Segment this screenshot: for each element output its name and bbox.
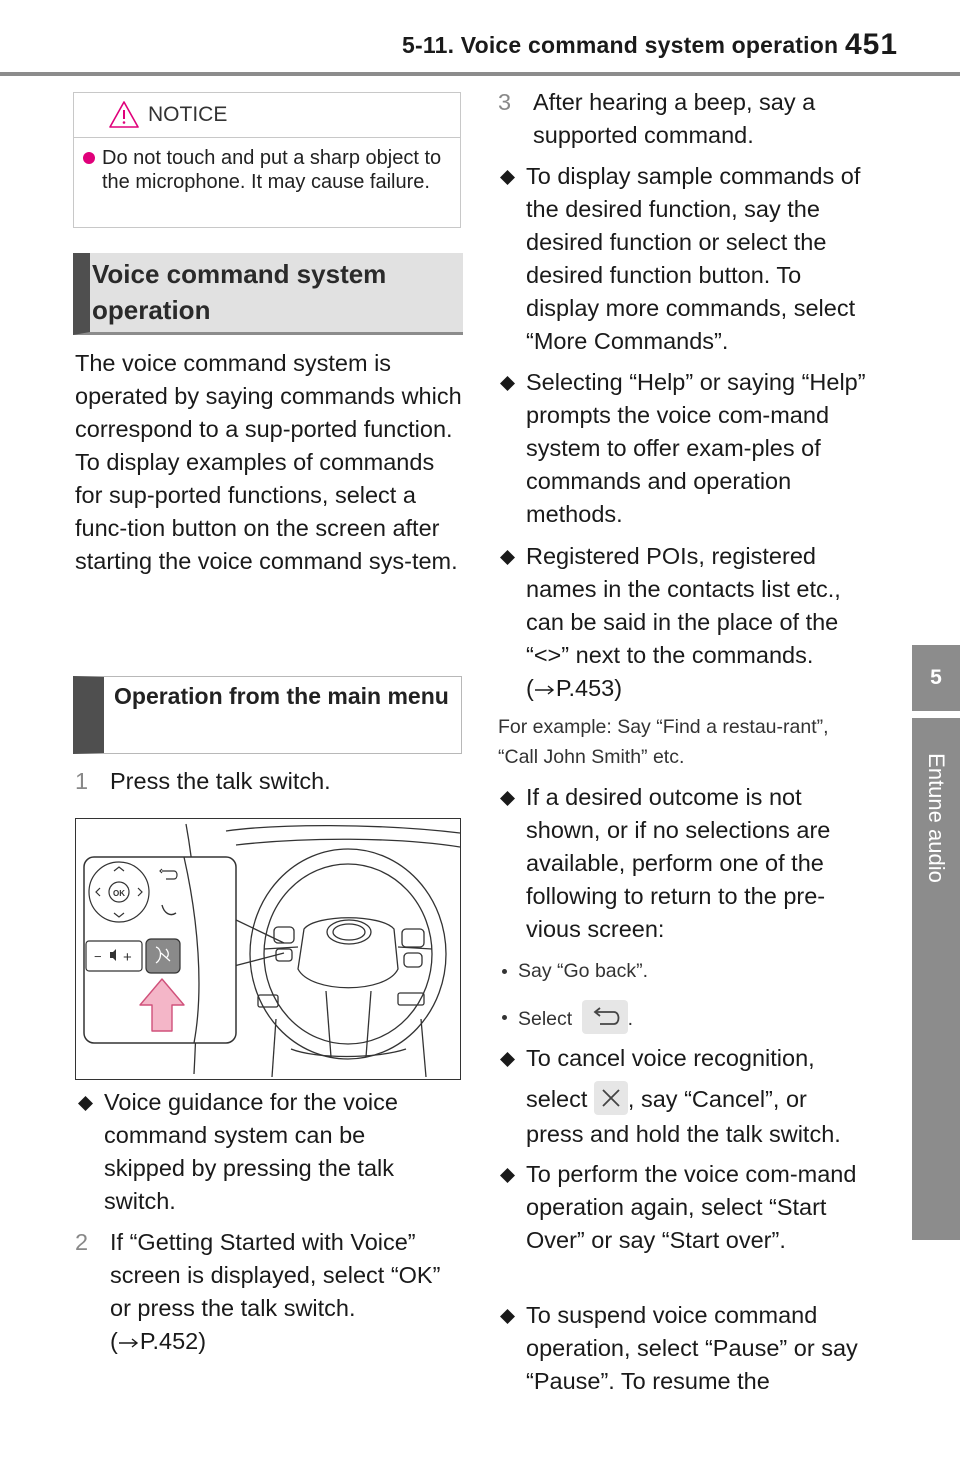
page-reference: P.452	[139, 1328, 199, 1354]
diamond-bullet	[78, 1096, 93, 1111]
bullet-sample-commands	[500, 160, 880, 360]
chapter-number-tab	[912, 645, 960, 711]
notice-box	[73, 92, 461, 228]
plus-label: +	[123, 949, 132, 966]
step-text: After hearing a beep, say a supported command.	[533, 89, 816, 148]
step-3	[498, 86, 878, 154]
arrow-right-icon	[118, 1337, 140, 1349]
bullet-text: To suspend voice command operation, select “Pause” or say “Pause”. To resume the	[526, 1302, 858, 1394]
diamond-bullet	[500, 1168, 515, 1183]
bullet-text: Selecting “Help” or saying “Help” prompts the voice com-mand system to offer exam-ples of commands and operation methods.	[526, 369, 866, 527]
bullet-help	[500, 366, 885, 534]
dot-bullet	[502, 969, 507, 974]
step-number: 2	[75, 1229, 89, 1255]
back-arrow-icon	[582, 1000, 628, 1034]
bullet-text: Registered POIs, registered names in the contacts list etc., can be said in the place of the “<>” next to the commands.	[526, 543, 841, 668]
subsection-heading	[73, 676, 462, 754]
page-number: 451	[845, 28, 899, 61]
bullet-text: Voice guidance for the voice command system can be skipped by pressing the talk switch.	[104, 1089, 398, 1214]
diamond-bullet	[500, 791, 515, 806]
subsection-heading-text: Operation from the main menu	[114, 683, 449, 709]
cancel-line-1: To cancel voice recognition,	[526, 1045, 815, 1071]
bullet-start-over	[500, 1158, 885, 1294]
steering-wheel-illustration	[75, 818, 461, 1080]
cancel-rest: , say “Cancel”, or	[627, 1086, 807, 1112]
section-heading-text: Voice command system operation	[92, 259, 387, 325]
bullet-cancel	[500, 1042, 885, 1152]
cancel-select-word: select	[526, 1086, 588, 1112]
notice-label: NOTICE	[148, 103, 228, 126]
sub-bullet-text: Select	[518, 1008, 573, 1031]
step-text: If “Getting Started with Voice” screen is displayed, select “OK” or press the talk switch.	[110, 1229, 441, 1321]
chapter-name-wrap	[912, 718, 960, 918]
step-1	[75, 765, 455, 799]
diamond-bullet	[500, 1052, 515, 1067]
section-heading	[73, 253, 463, 335]
example-note: For example: Say “Find a restau-rant”, “Call John Smith” etc.	[498, 716, 829, 768]
back-button-image	[582, 1000, 628, 1034]
warning-icon	[108, 100, 140, 129]
notice-bullet	[83, 152, 95, 164]
diamond-bullet	[500, 550, 515, 565]
ok-label: OK	[113, 889, 125, 898]
step-2: 2 If “Getting Started with Voice” screen is displayed, select “OK” or press the talk switch. ( P.452)	[75, 1226, 460, 1362]
bullet-voice-guidance	[78, 1086, 458, 1220]
notice-header	[74, 93, 460, 138]
sub-bullet-text: Say “Go back”.	[518, 960, 649, 982]
step-number: 3	[498, 89, 512, 115]
header-rule	[0, 72, 960, 76]
cancel-button-image	[594, 1081, 628, 1115]
diamond-bullet	[500, 376, 515, 391]
minus-label: −	[94, 949, 102, 964]
step-number: 1	[75, 768, 89, 794]
cancel-line-3: press and hold the talk switch.	[526, 1120, 841, 1147]
step-text: Press the talk switch.	[110, 768, 331, 794]
notice-body	[74, 138, 460, 194]
page-reference: P.453	[555, 675, 615, 701]
dot-bullet	[502, 1015, 507, 1020]
arrow-right-icon	[534, 684, 556, 696]
bullet-not-shown	[500, 781, 885, 951]
bullet-text: To perform the voice com-mand operation again, select “Start Over” or say “Start over”.	[526, 1161, 857, 1253]
sub-bullet-go-back	[502, 956, 862, 986]
bullet-text: If a desired outcome is not shown, or if no selections are available, perform one of the following to return to the pre-vious screen:	[526, 784, 831, 942]
diamond-bullet	[500, 1309, 515, 1324]
steering-wheel-drawing	[76, 819, 460, 1079]
bullet-suspend	[500, 1299, 885, 1401]
chapter-number: 5	[930, 666, 942, 689]
section-title: 5-11. Voice command system operation	[402, 32, 839, 58]
bullet-text: To display sample commands of the desired function, say the desired function or select the desired function button. To display more commands, select “More Commands”.	[526, 163, 861, 354]
intro-paragraph: The voice command system is operated by saying commands which correspond to a sup-ported function. To display examples of commands for sup-ported functions, select a func-tion button on the screen after starting the voice command sys-tem.	[75, 350, 462, 574]
bullet-registered: Registered POIs, registered names in the contacts list etc., can be said in the place of the “<>” next to the commands. ( P.453)	[500, 540, 885, 708]
notice-text: Do not touch and put a sharp object to the microphone. It may cause failure.	[102, 147, 442, 193]
sub-bullet-select-back: Select .	[502, 1000, 862, 1040]
close-x-icon	[594, 1081, 628, 1115]
chapter-name: Entune audio	[924, 753, 950, 883]
diamond-bullet	[500, 170, 515, 185]
